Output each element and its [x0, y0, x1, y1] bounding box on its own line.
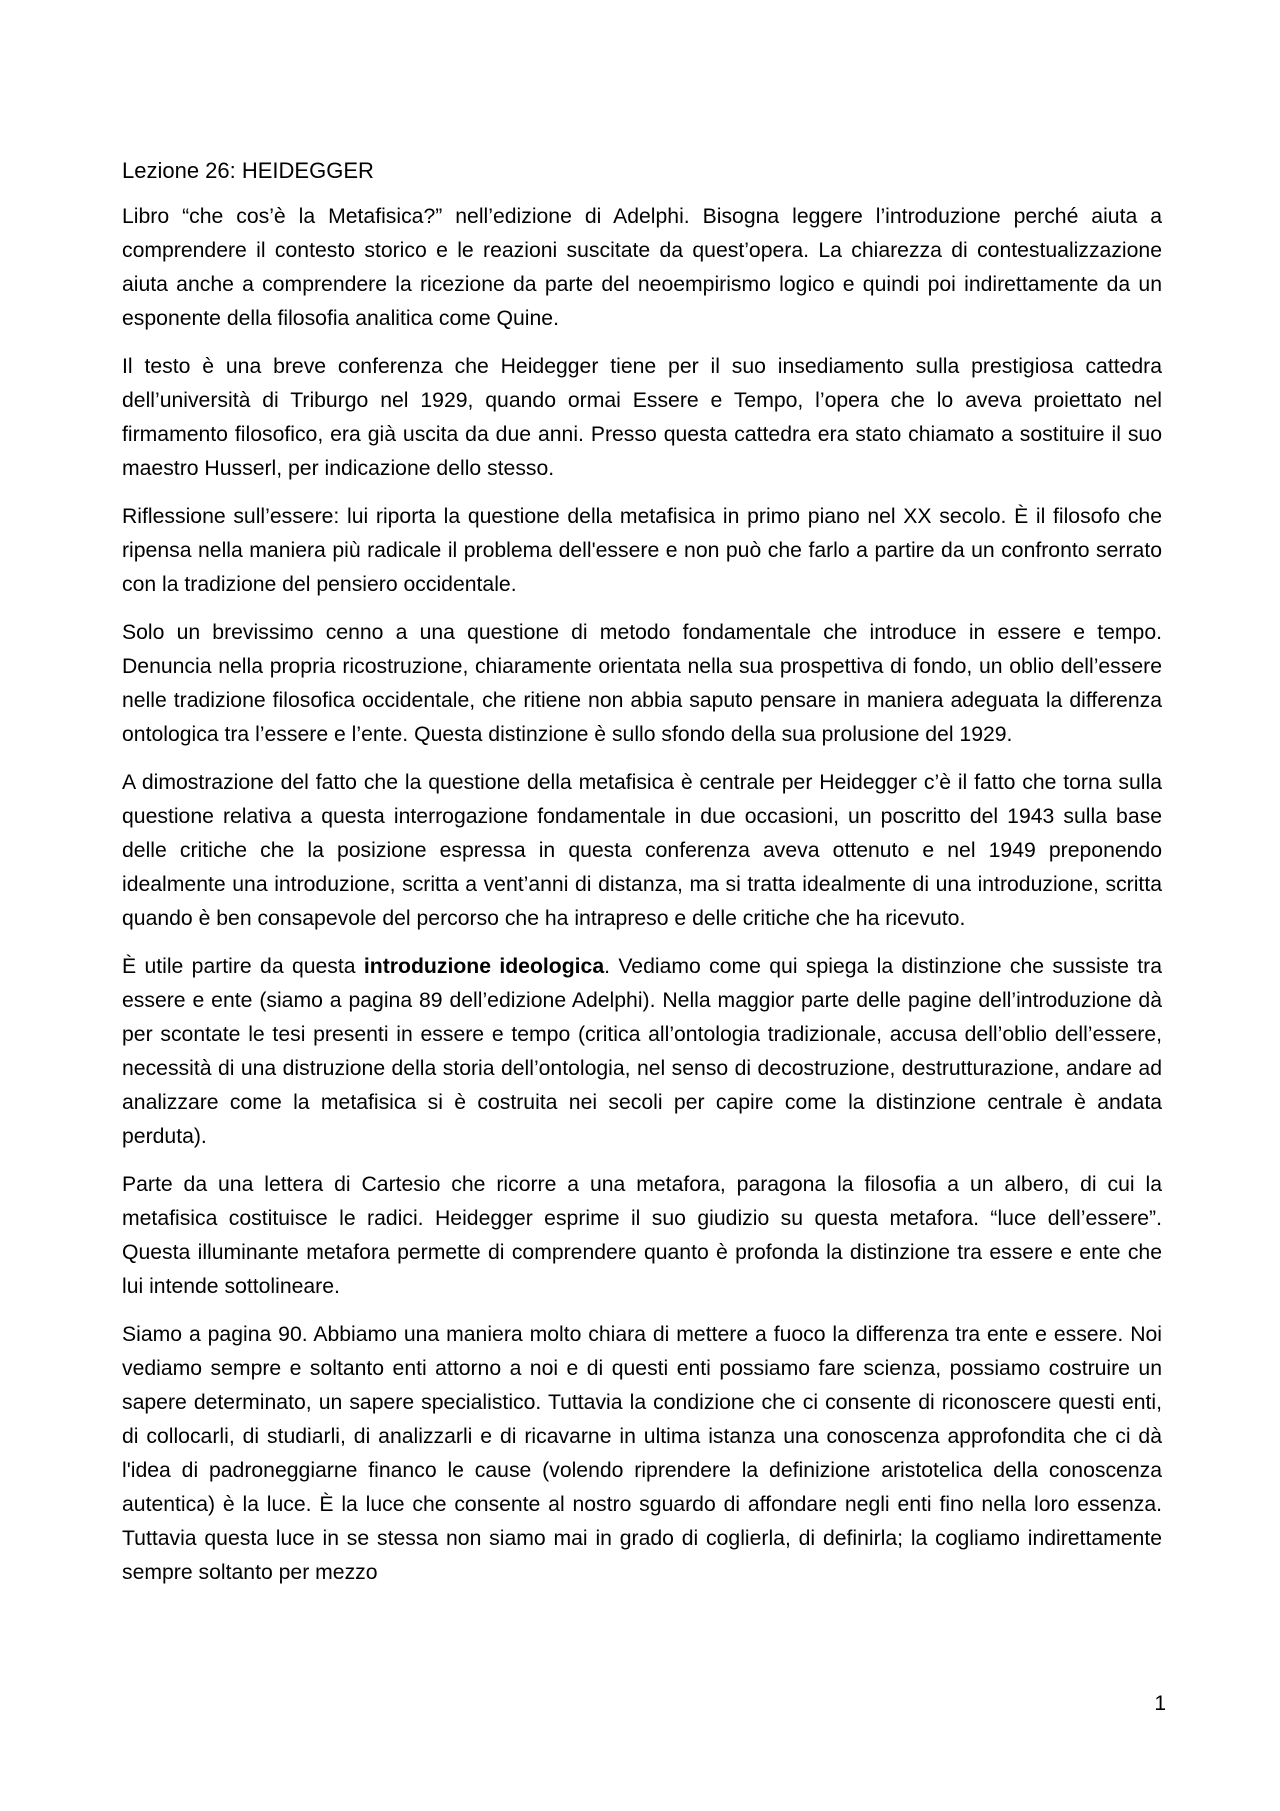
lesson-title: Lezione 26: HEIDEGGER — [122, 158, 374, 183]
paragraph-2: Il testo è una breve conferenza che Heidegger tiene per il suo insediamento sulla prestigiosa cattedra dell’università di Triburgo nel 1929, quando ormai Essere e Tempo, l’opera che lo aveva proiettato nel firmamento filosofico, era già uscita da due anni. Presso questa cattedra era stato chiamato a sostituire il suo maestro Husserl, per indicazione dello stesso. — [122, 355, 1162, 480]
paragraph-5: A dimostrazione del fatto che la questione della metafisica è centrale per Heidegger c’è il fatto che torna sulla questione relativa a questa interrogazione fondamentale in due occasioni, un poscritto del 1943 sulla base delle critiche che la posizione espressa in questa conferenza aveva ottenuto e nel 1949 preponendo idealmente una introduzione, scritta a vent’anni di distanza, ma si tratta idealmente di una introduzione, scritta quando è ben consapevole del percorso che ha intrapreso e delle critiche che ha ricevuto. — [122, 771, 1162, 930]
paragraph-8: Siamo a pagina 90. Abbiamo una maniera molto chiara di mettere a fuoco la differenza tra ente e essere. Noi vediamo sempre e soltanto enti attorno a noi e di questi enti possiamo fare scienza, possiamo costruire un sapere determinato, un sapere specialistico. Tuttavia la condizione che ci consente di riconoscere questi enti, di collocarli, di studiarli, di analizzarli e di ricavarne in ultima istanza una conoscenza approfondita che ci dà l'idea di padroneggiarne financo le cause (volendo riprendere la definizione aristotelica della conoscenza autentica) è la luce. È la luce che consente al nostro sguardo di affondare negli enti fino nella loro essenza. Tuttavia questa luce in se stessa non siamo mai in grado di coglierla, di definirla; la cogliamo indirettamente sempre soltanto per mezzo — [122, 1323, 1162, 1584]
bold-term-introduzione-ideologica: introduzione ideologica — [363, 955, 605, 978]
paragraph-3: Riflessione sull’essere: lui riporta la questione della metafisica in primo piano nel XX secolo. È il filosofo che ripensa nella maniera più radicale il problema dell'essere e non può che farlo a partire da un confronto serrato con la tradizione del pensiero occidentale. — [122, 505, 1162, 596]
page-number: 1 — [1154, 1692, 1166, 1715]
document-page — [122, 154, 1162, 1604]
paragraph-7: Parte da una lettera di Cartesio che ricorre a una metafora, paragona la filosofia a un albero, di cui la metafisica costituisce le radici. Heidegger esprime il suo giudizio su questa metafora. “luce dell’essere”. Questa illuminante metafora permette di comprendere quanto è profonda la distinzione tra essere e ente che lui intende sottolineare. — [122, 1173, 1162, 1298]
paragraph-6 — [122, 950, 1162, 1154]
paragraph-6-after: . Vediamo come qui spiega la distinzione che sussiste tra essere e ente (siamo a pagina 89 dell’edizione Adelphi). Nella maggior parte delle pagine dell’introduzione dà per scontate le tesi presenti in essere e tempo (critica all’ontologia tradizionale, accusa dell’oblio dell’essere, necessità di una distruzione della storia dell’ontologia, nel senso di decostruzione, destrutturazione, andare ad analizzare come la metafisica si è costruita nei secoli per capire come la distinzione centrale è andata perduta). — [122, 955, 1162, 1148]
paragraph-1: Libro “che cos’è la Metafisica?” nell’edizione di Adelphi. Bisogna leggere l’introduzione perché aiuta a comprendere il contesto storico e le reazioni suscitate da quest’opera. La chiarezza di contestualizzazione aiuta anche a comprendere la ricezione da parte del neoempirismo logico e quindi poi indirettamente da un esponente della filosofia analitica come Quine. — [122, 205, 1162, 330]
paragraph-4: Solo un brevissimo cenno a una questione di metodo fondamentale che introduce in essere e tempo. Denuncia nella propria ricostruzione, chiaramente orientata nella sua prospettiva di fondo, un oblio dell’essere nelle tradizione filosofica occidentale, che ritiene non abbia saputo pensare in maniera adeguata la differenza ontologica tra l’essere e l’ente. Questa distinzione è sullo sfondo della sua prolusione del 1929. — [122, 621, 1162, 746]
paragraph-6-before: È utile partire da questa — [122, 955, 364, 978]
